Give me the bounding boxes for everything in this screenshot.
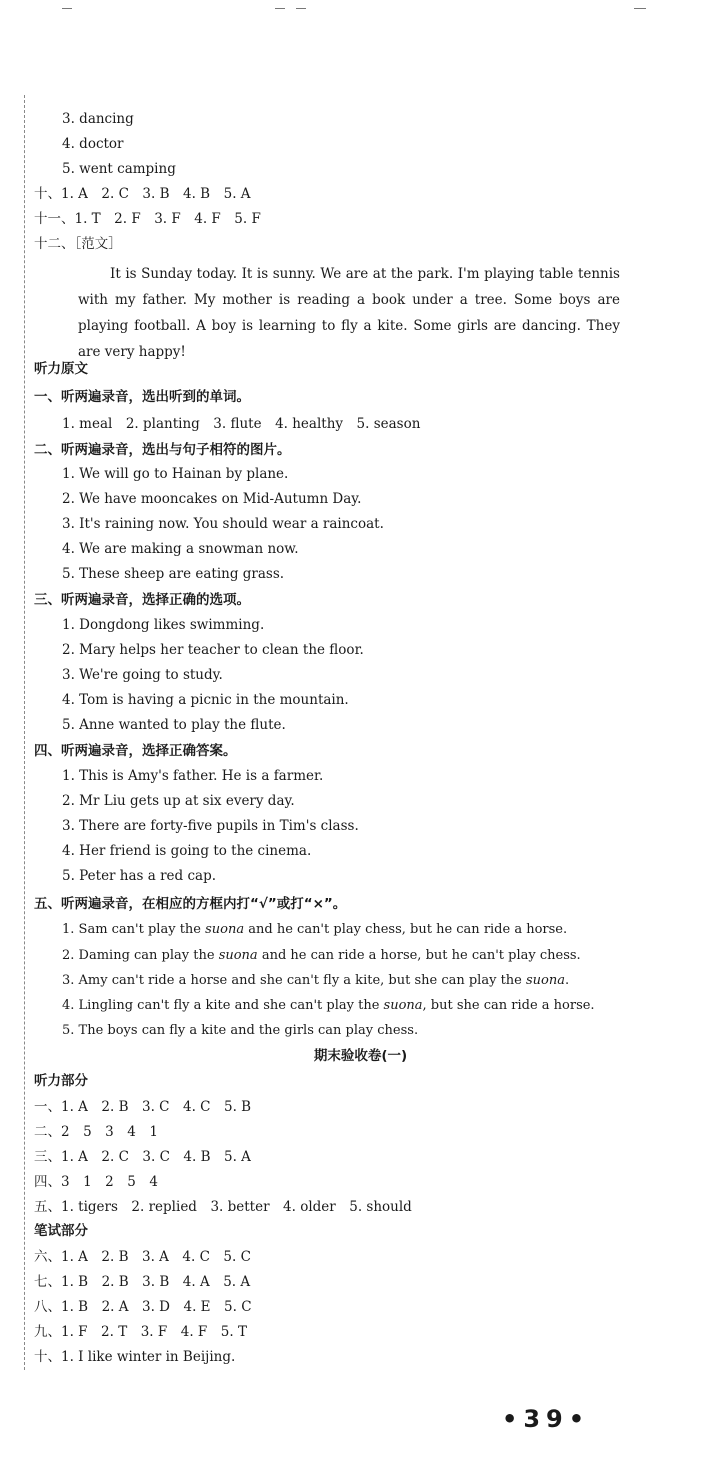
top-scan-mark (275, 8, 285, 9)
section-title: 四、听两遍录音，选择正确答案。 (34, 743, 237, 759)
transcript-line: 4. Tom is having a picnic in the mountain. (62, 692, 349, 708)
answer-line: 四、3 1 2 5 4 (34, 1174, 158, 1190)
top-scan-mark (296, 8, 306, 9)
answer-line: 九、1. F 2. T 3. F 4. F 5. T (34, 1324, 247, 1340)
transcript-line: 1. We will go to Hainan by plane. (62, 466, 289, 482)
model-essay: It is Sunday today. It is sunny. We are at the park. I'm playing table tennis with my father. My mother is reading a book under a tree. Some boys are playing football. A boy is learning to fly a kite. Some girls are dancing. They are very happy! (78, 266, 620, 360)
section-title: 二、听两遍录音，选出与句子相符的图片。 (34, 442, 291, 458)
transcript-line: 5. These sheep are eating grass. (62, 566, 285, 582)
transcript-line: 3. There are forty-five pupils in Tim's class. (62, 818, 359, 834)
answer-line: 五、1. tigers 2. replied 3. better 4. older 5. should (34, 1199, 412, 1215)
bullet-dot: • (502, 1405, 524, 1433)
transcript-line: 5. Anne wanted to play the flute. (62, 717, 286, 733)
answer-line: 十、1. I like winter in Beijing. (34, 1349, 236, 1365)
transcript-line: 5. Peter has a red cap. (62, 868, 217, 884)
exam-title: 期末验收卷(一) (313, 1048, 408, 1064)
answer-line: 三、1. A 2. C 3. C 4. B 5. A (34, 1149, 251, 1165)
answer-line: 八、1. B 2. A 3. D 4. E 5. C (34, 1299, 252, 1315)
page-number-value: 39 (523, 1405, 569, 1433)
transcript-line: 3. It's raining now. You should wear a raincoat. (62, 516, 384, 532)
answer-line: 十二、［范文］ (34, 236, 122, 252)
answer-line: 十、1. A 2. C 3. B 4. B 5. A (34, 186, 251, 202)
page-number (502, 1405, 590, 1433)
transcript-line: 1. This is Amy's father. He is a farmer. (62, 768, 324, 784)
answer-line: 二、2 5 3 4 1 (34, 1124, 158, 1140)
section-title: 一、听两遍录音，选出听到的单词。 (34, 389, 250, 405)
answer-line: 十一、1. T 2. F 3. F 4. F 5. F (34, 211, 261, 227)
section-title: 五、听两遍录音，在相应的方框内打“√”或打“×”。 (34, 896, 347, 912)
answer-line: 七、1. B 2. B 3. B 4. A 5. A (34, 1274, 251, 1290)
transcript-line: 4. We are making a snowman now. (62, 541, 299, 557)
answer-line: 4. doctor (62, 136, 124, 152)
transcript-line: 2. We have mooncakes on Mid-Autumn Day. (62, 491, 362, 507)
transcript-line: 3. We're going to study. (62, 667, 223, 683)
section-title: 三、听两遍录音，选择正确的选项。 (34, 592, 250, 608)
bullet-dot: • (568, 1405, 591, 1433)
binding-margin-rule (24, 95, 25, 1370)
answer-line: 5. went camping (62, 161, 176, 177)
answer-line: 3. dancing (62, 111, 134, 127)
transcript-line: 2. Mary helps her teacher to clean the floor. (62, 642, 364, 658)
part-title: 笔试部分 (34, 1223, 88, 1239)
top-scan-mark (62, 8, 72, 9)
transcript-line: 5. The boys can fly a kite and the girls can play chess. (62, 1023, 419, 1038)
transcript-line: 2. Mr Liu gets up at six every day. (62, 793, 295, 809)
transcript-line: 1. Sam can't play the suona and he can't play chess, but he can ride a horse. (62, 922, 568, 937)
top-scan-mark (634, 8, 646, 9)
transcript-line: 2. Daming can play the suona and he can ride a horse, but he can't play chess. (62, 948, 581, 963)
transcript-line: 4. Her friend is going to the cinema. (62, 843, 312, 859)
transcript-line: 4. Lingling can't fly a kite and she can't play the suona, but she can ride a horse. (62, 998, 595, 1013)
answer-line: 六、1. A 2. B 3. A 4. C 5. C (34, 1249, 251, 1265)
listening-transcript-title: 听力原文 (34, 361, 88, 377)
answer-line: 一、1. A 2. B 3. C 4. C 5. B (34, 1099, 252, 1115)
transcript-line: 1. Dongdong likes swimming. (62, 617, 265, 633)
part-title: 听力部分 (34, 1073, 88, 1089)
transcript-line: 3. Amy can't ride a horse and she can't fly a kite, but she can play the suona. (62, 973, 570, 988)
transcript-line: 1. meal 2. planting 3. flute 4. healthy 5. season (62, 416, 421, 432)
